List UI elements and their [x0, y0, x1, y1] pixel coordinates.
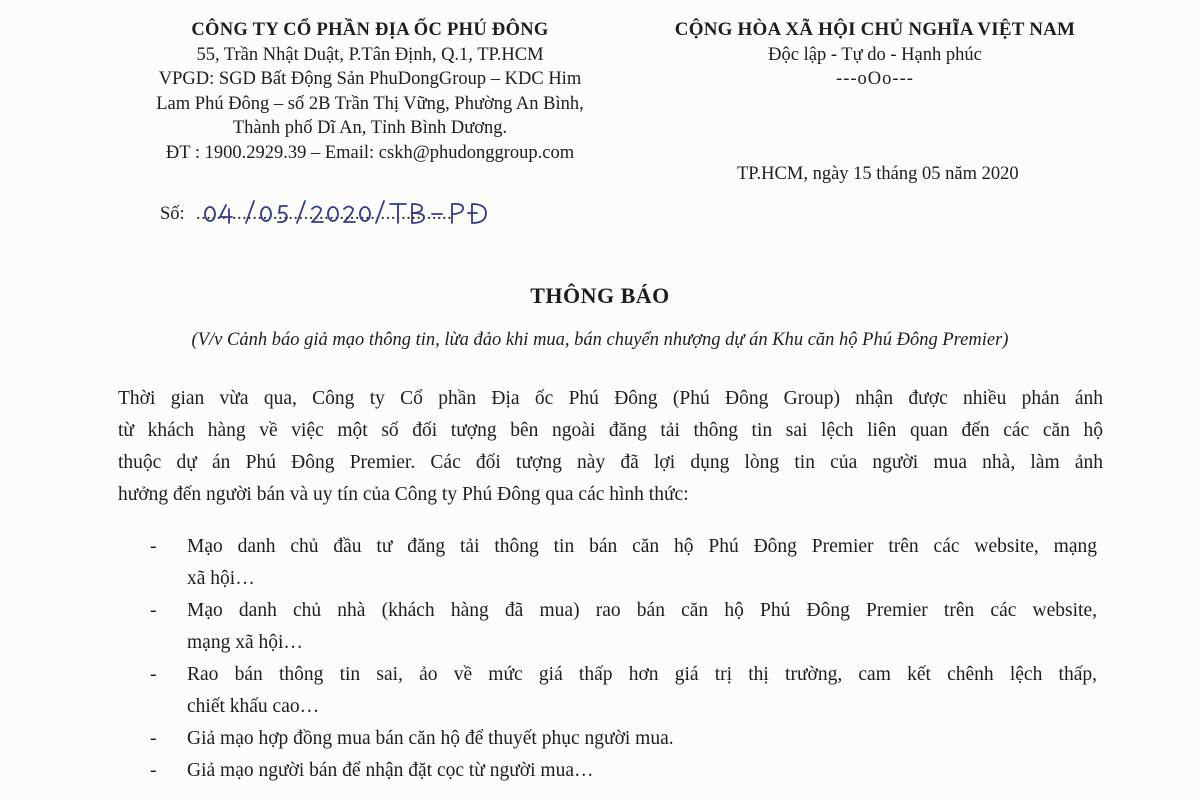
list-item — [150, 531, 1110, 595]
list-item-text: mạng xã hội… — [187, 632, 303, 653]
body-line: thuộc dự án Phú Đông Premier. Các đối tượng này đã lợi dụng lòng tin của người mua nhà, làm ảnh — [118, 452, 1103, 473]
list-item-text: chiết khấu cao… — [187, 696, 320, 717]
office-address-line-2: Lam Phú Đông – số 2B Trần Thị Vững, Phường An Bình, — [156, 93, 584, 114]
list-item — [150, 595, 1110, 659]
company-name: CÔNG TY CỔ PHẦN ĐỊA ỐC PHÚ ĐÔNG — [191, 20, 549, 40]
issue-date: TP.HCM, ngày 15 tháng 05 năm 2020 — [737, 164, 1019, 184]
company-address: 55, Trần Nhật Duật, P.Tân Định, Q.1, TP.HCM — [196, 44, 544, 65]
document-number — [160, 198, 580, 228]
list-item-text: Giả mạo người bán để nhận đặt cọc từ người mua… — [187, 760, 594, 781]
list-item-text: Giả mạo hợp đồng mua bán căn hộ để thuyết phục người mua. — [187, 728, 674, 749]
body-paragraph — [118, 383, 1103, 511]
body-line: hưởng đến người bán và uy tín của Công ty Phú Đông qua các hình thức: — [118, 484, 689, 505]
document-number-dotted-line: .................................................. — [196, 204, 453, 224]
national-header — [640, 18, 1110, 92]
national-title: CỘNG HÒA XÃ HỘI CHỦ NGHĨA VIỆT NAM — [674, 19, 1076, 40]
document-number-label: Số: — [160, 204, 185, 224]
sender-header — [120, 18, 620, 165]
company-contact: ĐT : 1900.2929.39 – Email: cskh@phudonggroup.com — [165, 142, 575, 163]
office-address-line-1: VPGD: SGD Bất Động Sản PhuDongGroup – KDC Him — [158, 69, 582, 89]
bullet-dash: - — [150, 664, 157, 685]
list-item-text: Mạo danh chủ đầu tư đăng tải thông tin bán căn hộ Phú Đông Premier trên các website, mạng — [187, 536, 1097, 557]
list-item-text: Rao bán thông tin sai, ảo về mức giá thấp hơn giá trị thị trường, cam kết chênh lệch thấp, — [187, 664, 1097, 685]
fraud-methods-list — [150, 531, 1110, 787]
list-item — [150, 723, 1110, 755]
header-ornament: ---oOo--- — [836, 69, 914, 89]
document-title: THÔNG BÁO — [530, 283, 670, 308]
body-line: từ khách hàng về việc một số đối tượng bên ngoài đăng tải thông tin sai lệch liên quan đến các căn hộ — [118, 420, 1103, 441]
bullet-dash: - — [150, 600, 157, 621]
body-line: Thời gian vừa qua, Công ty Cổ phần Địa ốc Phú Đông (Phú Đông Group) nhận được nhiều phản ánh — [118, 388, 1103, 409]
national-motto: Độc lập - Tự do - Hạnh phúc — [768, 44, 982, 65]
handwritten-number-scribble — [190, 195, 560, 231]
list-item — [150, 755, 1110, 787]
document-subject: (V/v Cảnh báo giả mạo thông tin, lừa đảo khi mua, bán chuyển nhượng dự án Khu căn hộ Phú Đông Premier) — [191, 330, 1009, 350]
list-item — [150, 659, 1110, 723]
bullet-dash: - — [150, 536, 157, 557]
bullet-dash: - — [150, 728, 157, 749]
bullet-dash: - — [150, 760, 157, 781]
list-item-text: xã hội… — [187, 568, 255, 589]
list-item-text: Mạo danh chủ nhà (khách hàng đã mua) rao bán căn hộ Phú Đông Premier trên các website, — [187, 600, 1097, 621]
office-address-line-3: Thành phố Dĩ An, Tỉnh Bình Dương. — [232, 118, 508, 138]
